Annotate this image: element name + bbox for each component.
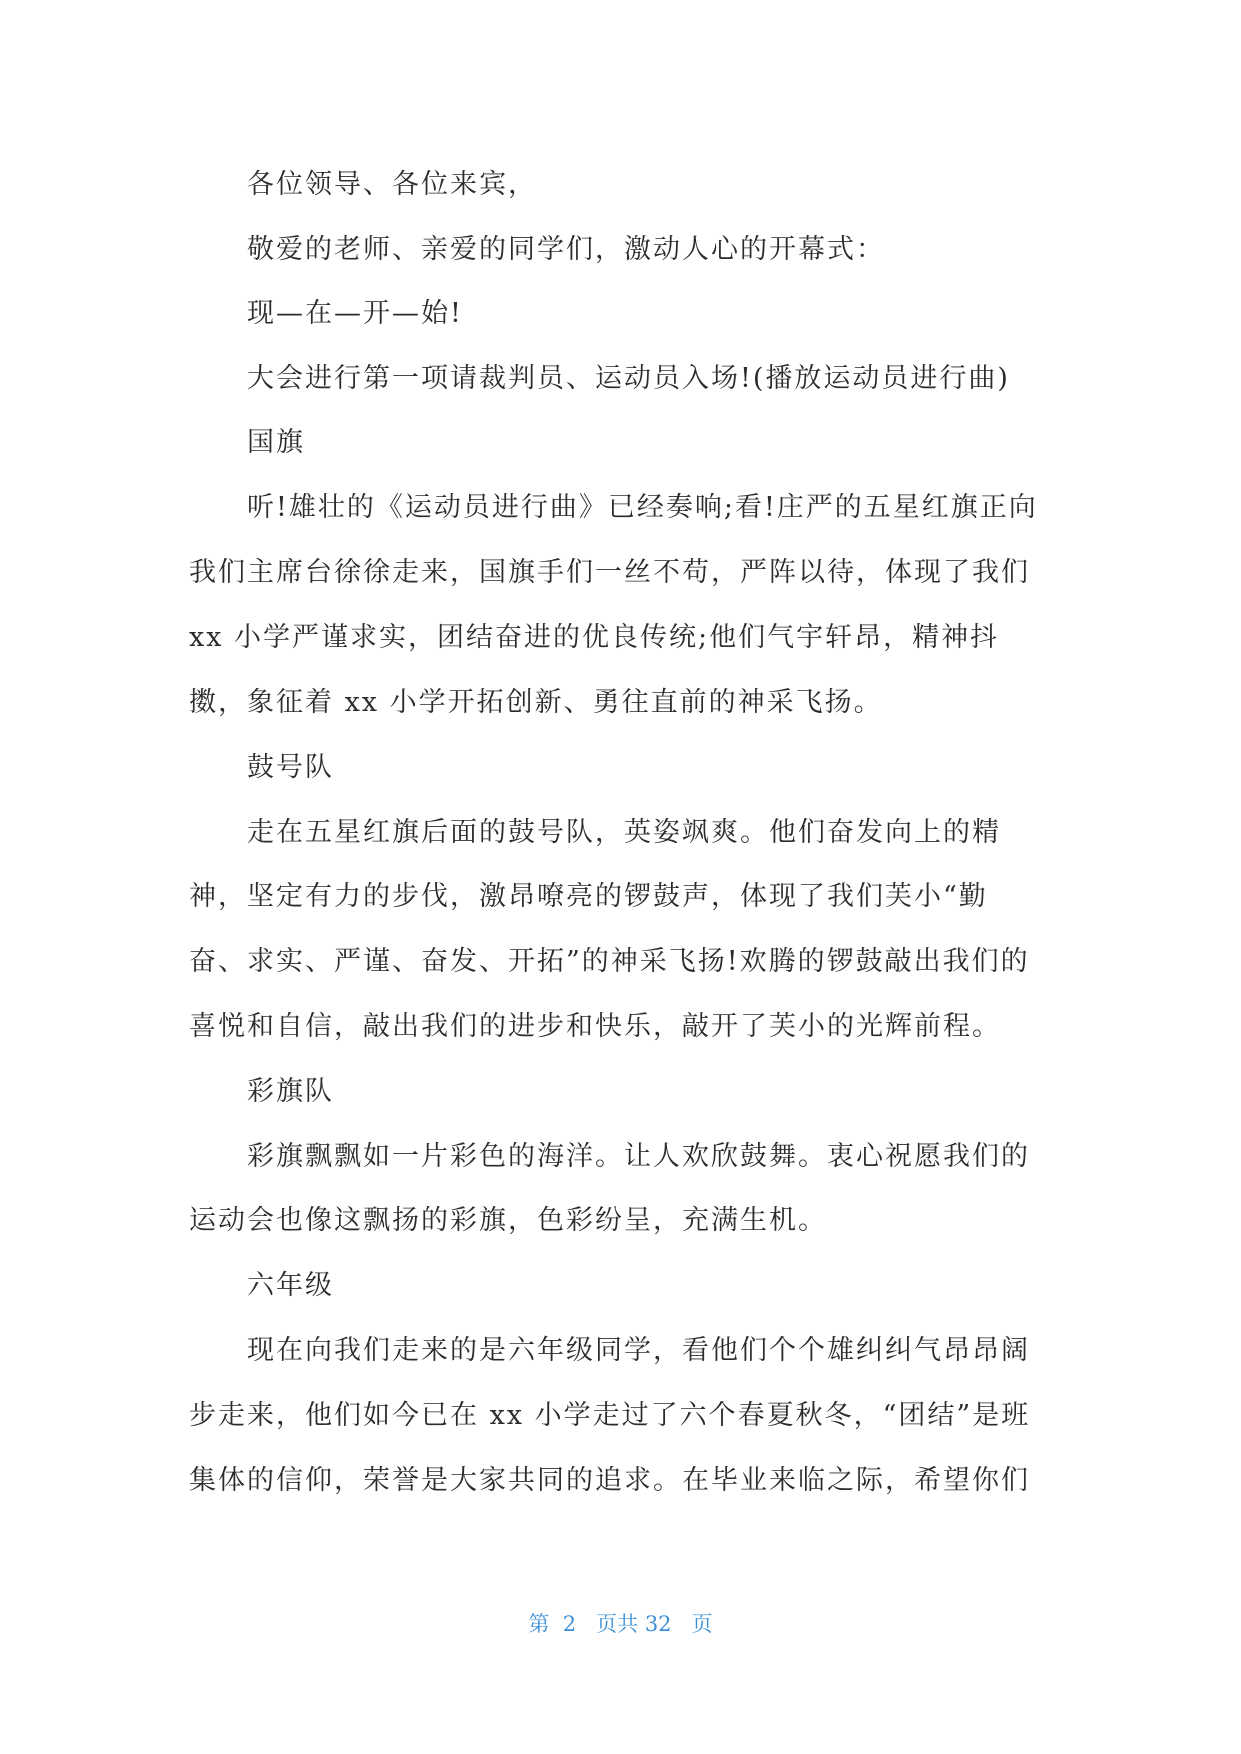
paragraph-line: 听!雄壮的《运动员进行曲》已经奏响;看!庄严的五星红旗正向 xyxy=(247,492,1038,523)
paragraph-line: 大会进行第一项请裁判员、运动员入场!(播放运动员进行曲) xyxy=(247,363,1010,394)
paragraph-line: 现—在—开—始! xyxy=(247,298,463,329)
section-heading-drum-band: 鼓号队 xyxy=(247,752,334,783)
paragraph-line: 神，坚定有力的步伐，激昂嘹亮的锣鼓声，体现了我们芙小“勤 xyxy=(189,881,988,912)
paragraph-line: 擞，象征着 xx 小学开拓创新、勇往直前的神采飞扬。 xyxy=(189,687,883,718)
paragraph-line: 走在五星红旗后面的鼓号队，英姿飒爽。他们奋发向上的精 xyxy=(247,817,1001,848)
paragraph-line: 奋、求实、严谨、奋发、开拓”的神采飞扬!欢腾的锣鼓敲出我们的 xyxy=(189,946,1030,977)
section-heading-national-flag: 国旗 xyxy=(247,427,305,458)
paragraph-line: xx 小学严谨求实，团结奋进的优良传统;他们气宇轩昂，精神抖 xyxy=(189,622,1000,653)
paragraph-line: 集体的信仰，荣誉是大家共同的追求。在毕业来临之际，希望你们 xyxy=(189,1465,1030,1496)
paragraph-line: 步走来，他们如今已在 xx 小学走过了六个春夏秋冬，“团结”是班 xyxy=(189,1400,1031,1431)
section-heading-grade-six: 六年级 xyxy=(247,1270,334,1301)
paragraph-line: 我们主席台徐徐走来，国旗手们一丝不苟，严阵以待，体现了我们 xyxy=(189,557,1030,588)
paragraph-line: 喜悦和自信，敲出我们的进步和快乐，敲开了芙小的光辉前程。 xyxy=(189,1011,1001,1042)
section-heading-flag-team: 彩旗队 xyxy=(247,1076,334,1107)
paragraph-line: 敬爱的老师、亲爱的同学们，激动人心的开幕式： xyxy=(247,234,885,265)
page-number-footer: 第 2 页共 32 页 xyxy=(528,1612,713,1636)
paragraph-line: 运动会也像这飘扬的彩旗，色彩纷呈，充满生机。 xyxy=(189,1205,827,1236)
paragraph-line: 现在向我们走来的是六年级同学，看他们个个雄纠纠气昂昂阔 xyxy=(247,1335,1030,1366)
paragraph-line: 彩旗飘飘如一片彩色的海洋。让人欢欣鼓舞。衷心祝愿我们的 xyxy=(247,1141,1030,1172)
paragraph-line: 各位领导、各位来宾， xyxy=(247,169,537,200)
